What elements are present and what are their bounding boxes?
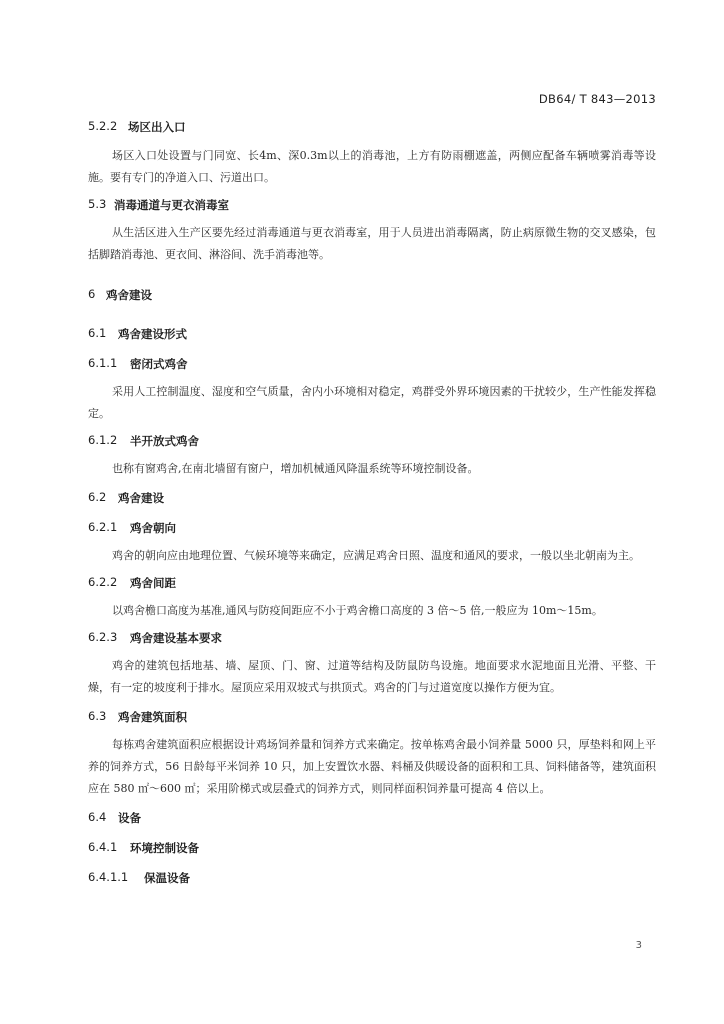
section-number: 6.1: [88, 326, 107, 340]
paragraph: 场区入口处设置与门同宽、长4m、深0.3m以上的消毒池，上方有防雨棚遮盖，两侧应配备车辆喷雾消毒等设施。要有专门的净道入口、污道出口。: [88, 149, 656, 184]
heading-5-2-2: [88, 119, 656, 135]
section-title: 半开放式鸡舍: [130, 434, 199, 448]
heading-6-2-1: [88, 520, 656, 536]
heading-6-4-1-1: [88, 870, 656, 886]
paragraph: 鸡舍的建筑包括地基、墙、屋顶、门、窗、过道等结构及防鼠防鸟设施。地面要求水泥地面且光滑、平整、干燥，有一定的坡度利于排水。屋顶应采用双坡式与拱顶式。鸡舍的门与过道宽度以操作方便为宜。: [88, 659, 656, 694]
section-title: 环境控制设备: [130, 841, 199, 855]
heading-6-1-2: [88, 433, 656, 449]
paragraph: 从生活区进入生产区要先经过消毒通道与更衣消毒室，用于人员进出消毒隔离，防止病原微生物的交叉感染，包括脚踏消毒池、更衣间、淋浴间、洗手消毒池等。: [88, 226, 656, 261]
heading-5-3: [88, 197, 656, 213]
section-title: 消毒通道与更衣消毒室: [114, 198, 229, 212]
section-number: 5.2.2: [88, 119, 118, 133]
section-title: 鸡舍建筑面积: [118, 710, 187, 724]
heading-6-4-1: [88, 840, 656, 856]
section-number: 6.1.1: [88, 356, 118, 370]
section-title: 设备: [118, 811, 141, 825]
section-title: 保温设备: [144, 871, 190, 885]
section-number: 6.4.1: [88, 840, 118, 854]
heading-6-2-3: [88, 630, 656, 646]
section-number: 6.2.2: [88, 575, 118, 589]
section-title: 鸡舍建设基本要求: [130, 631, 222, 645]
section-number: 6.3: [88, 709, 107, 723]
section-number: 6.4.1.1: [88, 870, 129, 884]
section-title: 场区出入口: [128, 120, 186, 134]
heading-6-1-1: [88, 356, 656, 372]
standard-code: DB64/ T 843—2013: [538, 92, 656, 106]
heading-6-2: [88, 490, 656, 506]
section-number: 6.2.1: [88, 520, 118, 534]
document-body: [88, 112, 656, 886]
section-number: 6.4: [88, 810, 107, 824]
section-number: 6.2.3: [88, 630, 118, 644]
paragraph: 采用人工控制温度、湿度和空气质量，舍内小环境相对稳定，鸡群受外界环境因素的干扰较少，生产性能发挥稳定。: [88, 385, 656, 420]
section-title: 鸡舍建设: [118, 491, 164, 505]
section-title: 鸡舍建设: [106, 288, 152, 302]
paragraph: 以鸡舍檐口高度为基准,通风与防疫间距应不小于鸡舍檐口高度的 3 倍～5 倍,一般应为 10m～15m。: [112, 604, 603, 617]
paragraph: 也称有窗鸡舍,在南北墙留有窗户，增加机械通风降温系统等环境控制设备。: [112, 462, 479, 475]
heading-6-3: [88, 709, 656, 725]
section-title: 鸡舍朝向: [130, 521, 176, 535]
heading-6-1: [88, 326, 656, 342]
heading-6-4: [88, 810, 656, 826]
page-number: 3: [635, 940, 642, 951]
paragraph: 每栋鸡舍建筑面积应根据设计鸡场饲养量和饲养方式来确定。按单栋鸡舍最小饲养量 5000 只，厚垫料和网上平养的饲养方式，56 日龄每平米饲养 10 只，加上安置饮水器、料桶及供暖设备的面积和工具、饲料储备等，建筑面积应在 580 ㎡～600 ㎡；采用阶梯式或层叠式的饲养方式，则同样面积饲养量可提高 4 倍以上。: [88, 738, 656, 795]
section-number: 6: [88, 287, 96, 301]
section-number: 6.2: [88, 490, 107, 504]
section-number: 6.1.2: [88, 433, 118, 447]
paragraph: 鸡舍的朝向应由地理位置、气候环境等来确定，应满足鸡舍日照、温度和通风的要求，一般以坐北朝南为主。: [112, 549, 640, 562]
heading-6-2-2: [88, 575, 656, 591]
section-title: 密闭式鸡舍: [130, 357, 188, 371]
section-number: 5.3: [88, 197, 107, 211]
section-title: 鸡舍间距: [130, 576, 176, 590]
section-title: 鸡舍建设形式: [118, 327, 187, 341]
heading-6: [88, 287, 656, 303]
